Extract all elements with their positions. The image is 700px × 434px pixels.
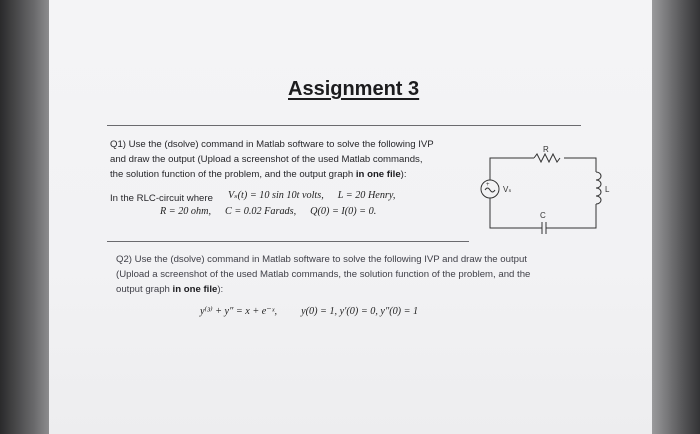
vs-definition: Vₛ(t) = 10 sin 10t volts,: [228, 190, 324, 201]
left-background-band: [0, 0, 49, 434]
rlc-circuit-diagram: [472, 130, 612, 240]
initial-conditions: y(0) = 1, y′(0) = 0, y″(0) = 1: [301, 306, 419, 317]
resistor-label: R: [543, 145, 549, 154]
q2-line-1: Q2) Use the (dsolve) command in Matlab software to solve the following IVP and draw the output: [116, 254, 527, 265]
inductor-label: L: [605, 185, 610, 194]
q1-line-2: and draw the output (Upload a screenshot of the used Matlab commands,: [110, 154, 423, 165]
l-definition: L = 20 Henry,: [337, 190, 396, 201]
q1-circuit-line-1: In the RLC-circuit where: [110, 193, 213, 204]
resistor-symbol: [534, 154, 560, 162]
q2-line-2: (Upload a screenshot of the used Matlab commands, the solution function of the problem, and the: [116, 269, 531, 280]
q2-top-divider: [107, 241, 469, 242]
voltage-source-symbol: [481, 180, 499, 198]
q1-math-line-2: [160, 206, 376, 217]
right-background-band: [652, 0, 700, 434]
svg-text:+: +: [486, 182, 490, 188]
voltage-source-label: Vₛ: [503, 185, 512, 194]
q1-math-line-1: [228, 190, 395, 201]
assignment-title: Assignment 3: [288, 78, 420, 100]
r-definition: R = 20 ohm,: [160, 206, 212, 217]
q1-top-divider: [107, 125, 581, 126]
capacitor-label: C: [540, 211, 546, 220]
capacitor-symbol: [542, 222, 546, 234]
differential-equation: y⁽³⁾ + y″ = x + e⁻ˣ,: [200, 306, 278, 317]
q1-line-3: the solution function of the problem, and the output graph in one file):: [110, 169, 407, 180]
q2-line-3: output graph in one file):: [116, 284, 224, 295]
q1-line-1: Q1) Use the (dsolve) command in Matlab software to solve the following IVP: [110, 139, 434, 150]
c-definition: C = 0.02 Farads,: [225, 206, 297, 217]
initial-charge-definition: Q(0) = I(0) = 0.: [310, 206, 377, 217]
q2-equation-line: [200, 306, 418, 317]
inductor-symbol: [596, 172, 601, 204]
